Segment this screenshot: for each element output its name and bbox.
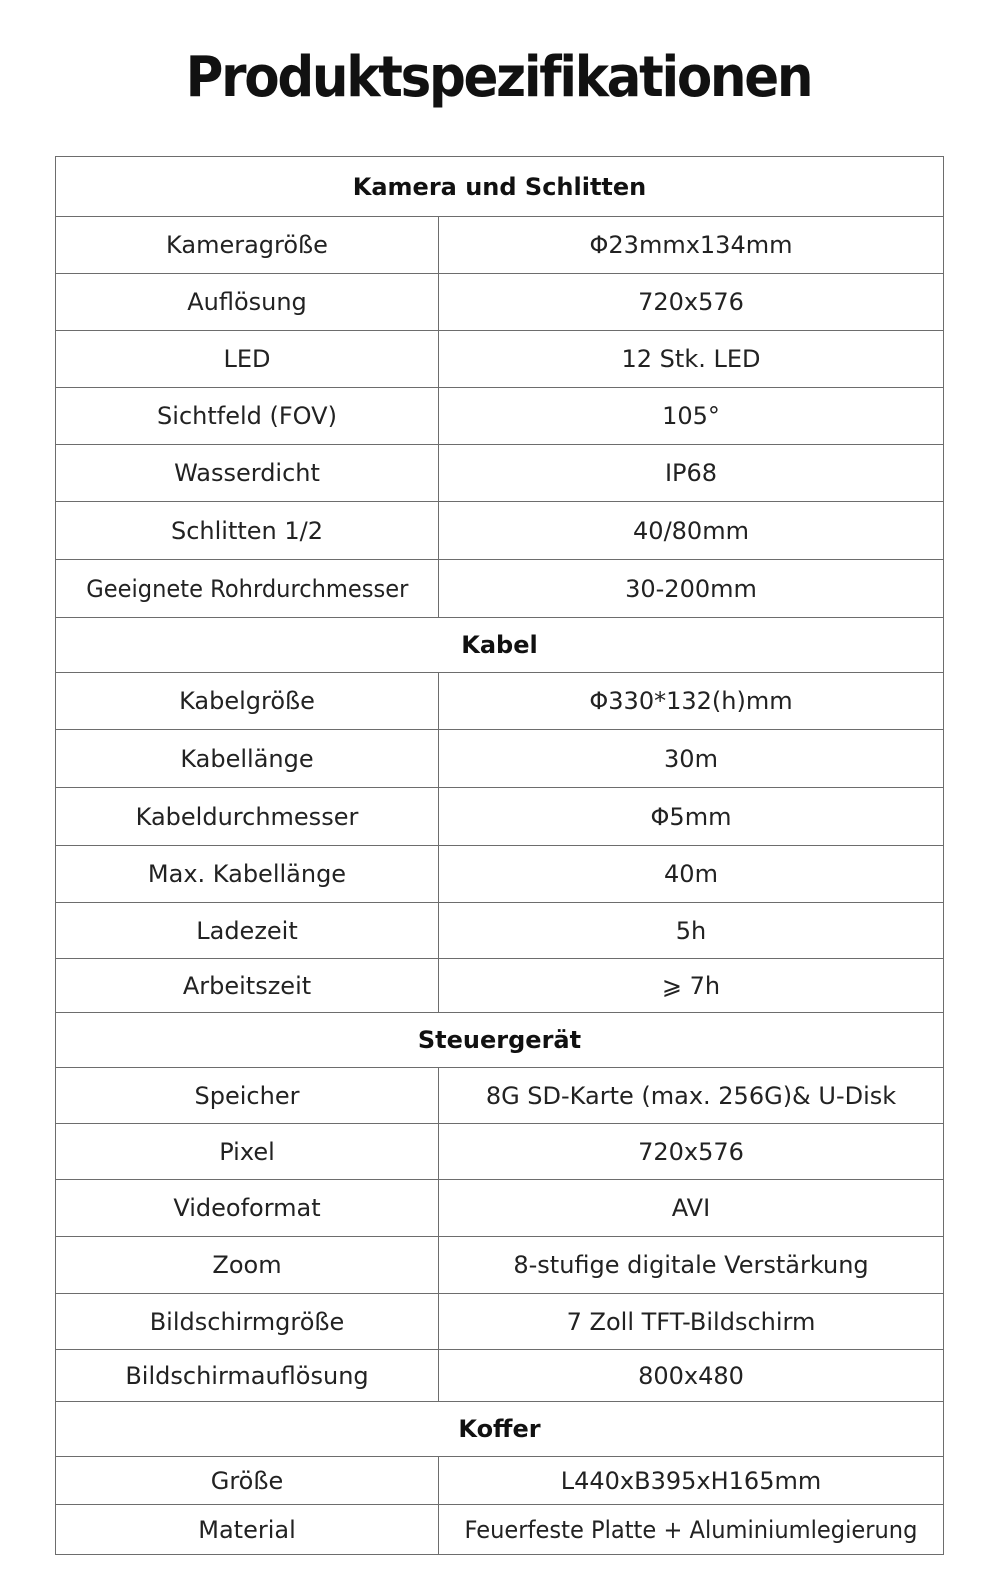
spec-value [439,1505,944,1555]
spec-value: 800x480 [439,1350,944,1402]
spec-value: IP68 [439,445,944,502]
spec-value: 8G SD-Karte (max. 256G)& U-Disk [439,1068,944,1124]
section-title: Kamera und Schlitten [56,157,944,217]
table-row [56,560,944,618]
table-row [56,959,944,1013]
table-row [56,502,944,560]
spec-label: Sichtfeld (FOV) [56,388,439,445]
table-row [56,1068,944,1124]
page-title: Produktspezifikationen [185,45,812,110]
spec-label: Bildschirmauflösung [56,1350,439,1402]
table-row [56,1457,944,1505]
spec-label [56,560,439,618]
spec-label: Material [56,1505,439,1555]
spec-value: Φ5mm [439,788,944,846]
spec-value: 7 Zoll TFT-Bildschirm [439,1294,944,1350]
spec-value: ⩾ 7h [439,959,944,1013]
spec-label-text: Geeignete Rohrdurchmesser [85,574,409,603]
spec-label: Pixel [56,1124,439,1180]
table-row [56,217,944,274]
section-header-kabel [56,618,944,673]
spec-value: 30m [439,730,944,788]
spec-label: Ladezeit [56,903,439,959]
section-title: Koffer [56,1402,944,1457]
table-row [56,1237,944,1294]
table-row [56,331,944,388]
spec-value: Φ23mmx134mm [439,217,944,274]
spec-value: 105° [439,388,944,445]
section-header-kamera [56,157,944,217]
table-row [56,445,944,502]
table-row [56,388,944,445]
spec-value: 40m [439,846,944,903]
table-row [56,1294,944,1350]
spec-value-text: Feuerfeste Platte + Aluminiumlegierung [464,1515,918,1544]
spec-label: Kabeldurchmesser [56,788,439,846]
spec-value: 720x576 [439,274,944,331]
spec-label: Videoformat [56,1180,439,1237]
spec-value: 8-stufige digitale Verstärkung [439,1237,944,1294]
table-row [56,730,944,788]
spec-value: L440xB395xH165mm [439,1457,944,1505]
spec-label: Kabelgröße [56,673,439,730]
table-row [56,903,944,959]
spec-label: Wasserdicht [56,445,439,502]
spec-label: Kabellänge [56,730,439,788]
table-row [56,673,944,730]
table-row [56,1350,944,1402]
spec-value: 12 Stk. LED [439,331,944,388]
spec-label: Max. Kabellänge [56,846,439,903]
spec-value: 5h [439,903,944,959]
spec-label: Arbeitszeit [56,959,439,1013]
spec-label: Auflösung [56,274,439,331]
spec-label: Kameragröße [56,217,439,274]
section-title: Steuergerät [56,1013,944,1068]
spec-value: 40/80mm [439,502,944,560]
section-header-steuergeraet [56,1013,944,1068]
table-row [56,1505,944,1555]
table-row [56,788,944,846]
spec-label: Speicher [56,1068,439,1124]
spec-label: Schlitten 1/2 [56,502,439,560]
table-row [56,1124,944,1180]
table-row [56,846,944,903]
section-header-koffer [56,1402,944,1457]
spec-label: Zoom [56,1237,439,1294]
spec-value: 30-200mm [439,560,944,618]
spec-label: Bildschirmgröße [56,1294,439,1350]
spec-table [55,156,944,1555]
table-row [56,274,944,331]
spec-label: Größe [56,1457,439,1505]
spec-value: Φ330*132(h)mm [439,673,944,730]
spec-value: AVI [439,1180,944,1237]
section-title: Kabel [56,618,944,673]
spec-label: LED [56,331,439,388]
table-row [56,1180,944,1237]
spec-value: 720x576 [439,1124,944,1180]
